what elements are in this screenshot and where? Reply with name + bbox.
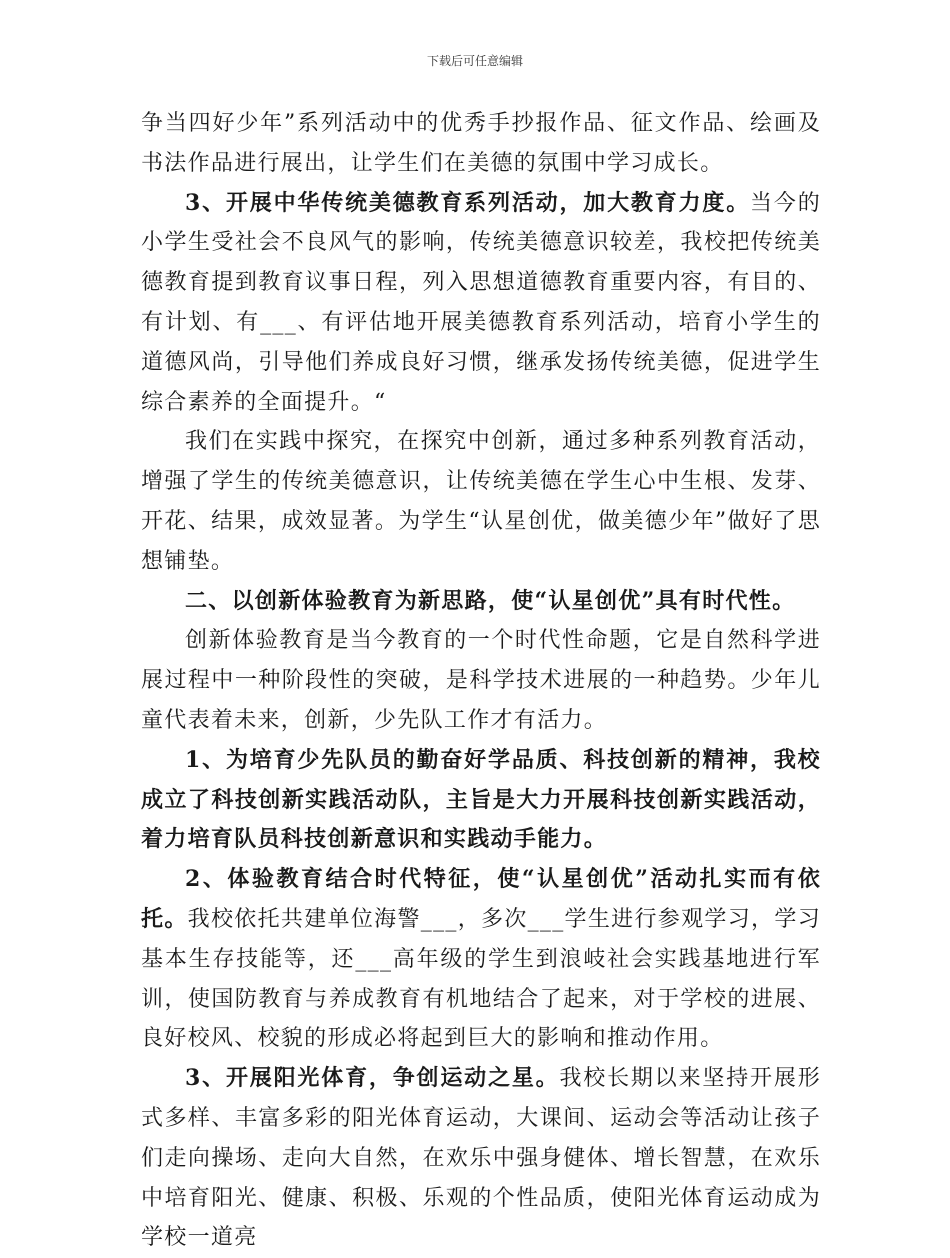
page-header: 下载后可任意编辑 — [426, 54, 523, 68]
paragraph — [141, 1059, 821, 1258]
paragraph-text: 当今的小学生受社会不良风气的影响，传统美德意识较差，我校把传统美德教育提到教育议事日程，列入思想道德教育重要内容，有目的、有计划、有___、有评估地开展美德教育系列活动，培育小学生的道德风尚，引导他们养成良好习惯，继承发扬传统美德，促进学生综合素养的全面提升。“ — [141, 190, 821, 415]
paragraph-text: 我校长期以来坚持开展形式多样、丰富多彩的阳光体育运动，大课间、运动会等活动让孩子们走向操场、走向大自然，在欢乐中强身健体、增长智慧，在欢乐中培育阳光、健康、积极、乐观的个性品质，使阳光体育运动成为学校一道亮 — [141, 1066, 821, 1251]
paragraph-text: 争当四好少年”系列活动中的优秀手抄报作品、征文作品、绘画及书法作品进行展出，让学生们在美德的氛围中学习成长。 — [141, 111, 821, 176]
paragraph-text: 我们在实践中探究，在探究中创新，通过多种系列教育活动，增强了学生的传统美德意识，让传统美德在学生心中生根、发芽、开花、结果，成效显著。为学生“认星创优，做美德少年”做好了思想铺垫。 — [141, 429, 821, 574]
paragraph — [141, 621, 821, 740]
paragraph — [141, 184, 821, 423]
paragraph-text: 创新体验教育是当今教育的一个时代性命题，它是自然科学进展过程中一种阶段性的突破，是科学技术进展的一种趋势。少年儿童代表着未来，创新，少先队工作才有活力。 — [141, 628, 821, 733]
paragraph-heading: 1、为培育少先队员的勤奋好学品质、科技创新的精神，我校成立了科技创新实践活动队，主旨是大力开展科技创新实践活动，着力培育队员科技创新意识和实践动手能力。 — [141, 746, 821, 853]
paragraph — [141, 104, 821, 184]
paragraph — [141, 860, 821, 1059]
section-heading-text: 二、以创新体验教育为新思路，使“认星创优”具有时代性。 — [185, 587, 796, 614]
document-body — [141, 104, 821, 1258]
paragraph-heading: 3、开展阳光体育，争创运动之星。 — [185, 1065, 560, 1092]
paragraph — [141, 422, 821, 581]
section-heading — [141, 582, 821, 622]
paragraph-heading: 3、开展中华传统美德教育系列活动，加大教育力度。 — [185, 189, 751, 216]
paragraph — [141, 741, 821, 860]
paragraph-text: 我校依托共建单位海警___，多次___学生进行参观学习，学习基本生存技能等，还___高年级的学生到浪岐社会实践基地进行军训，使国防教育与养成教育有机地结合了起来，对于学校的进展、良好校风、校貌的形成必将起到巨大的影响和推动作用。 — [141, 906, 821, 1052]
paragraph-heading: 2、体验教育结合时代特征，使“认星创优”活动扎实而有依托。 — [141, 866, 821, 932]
